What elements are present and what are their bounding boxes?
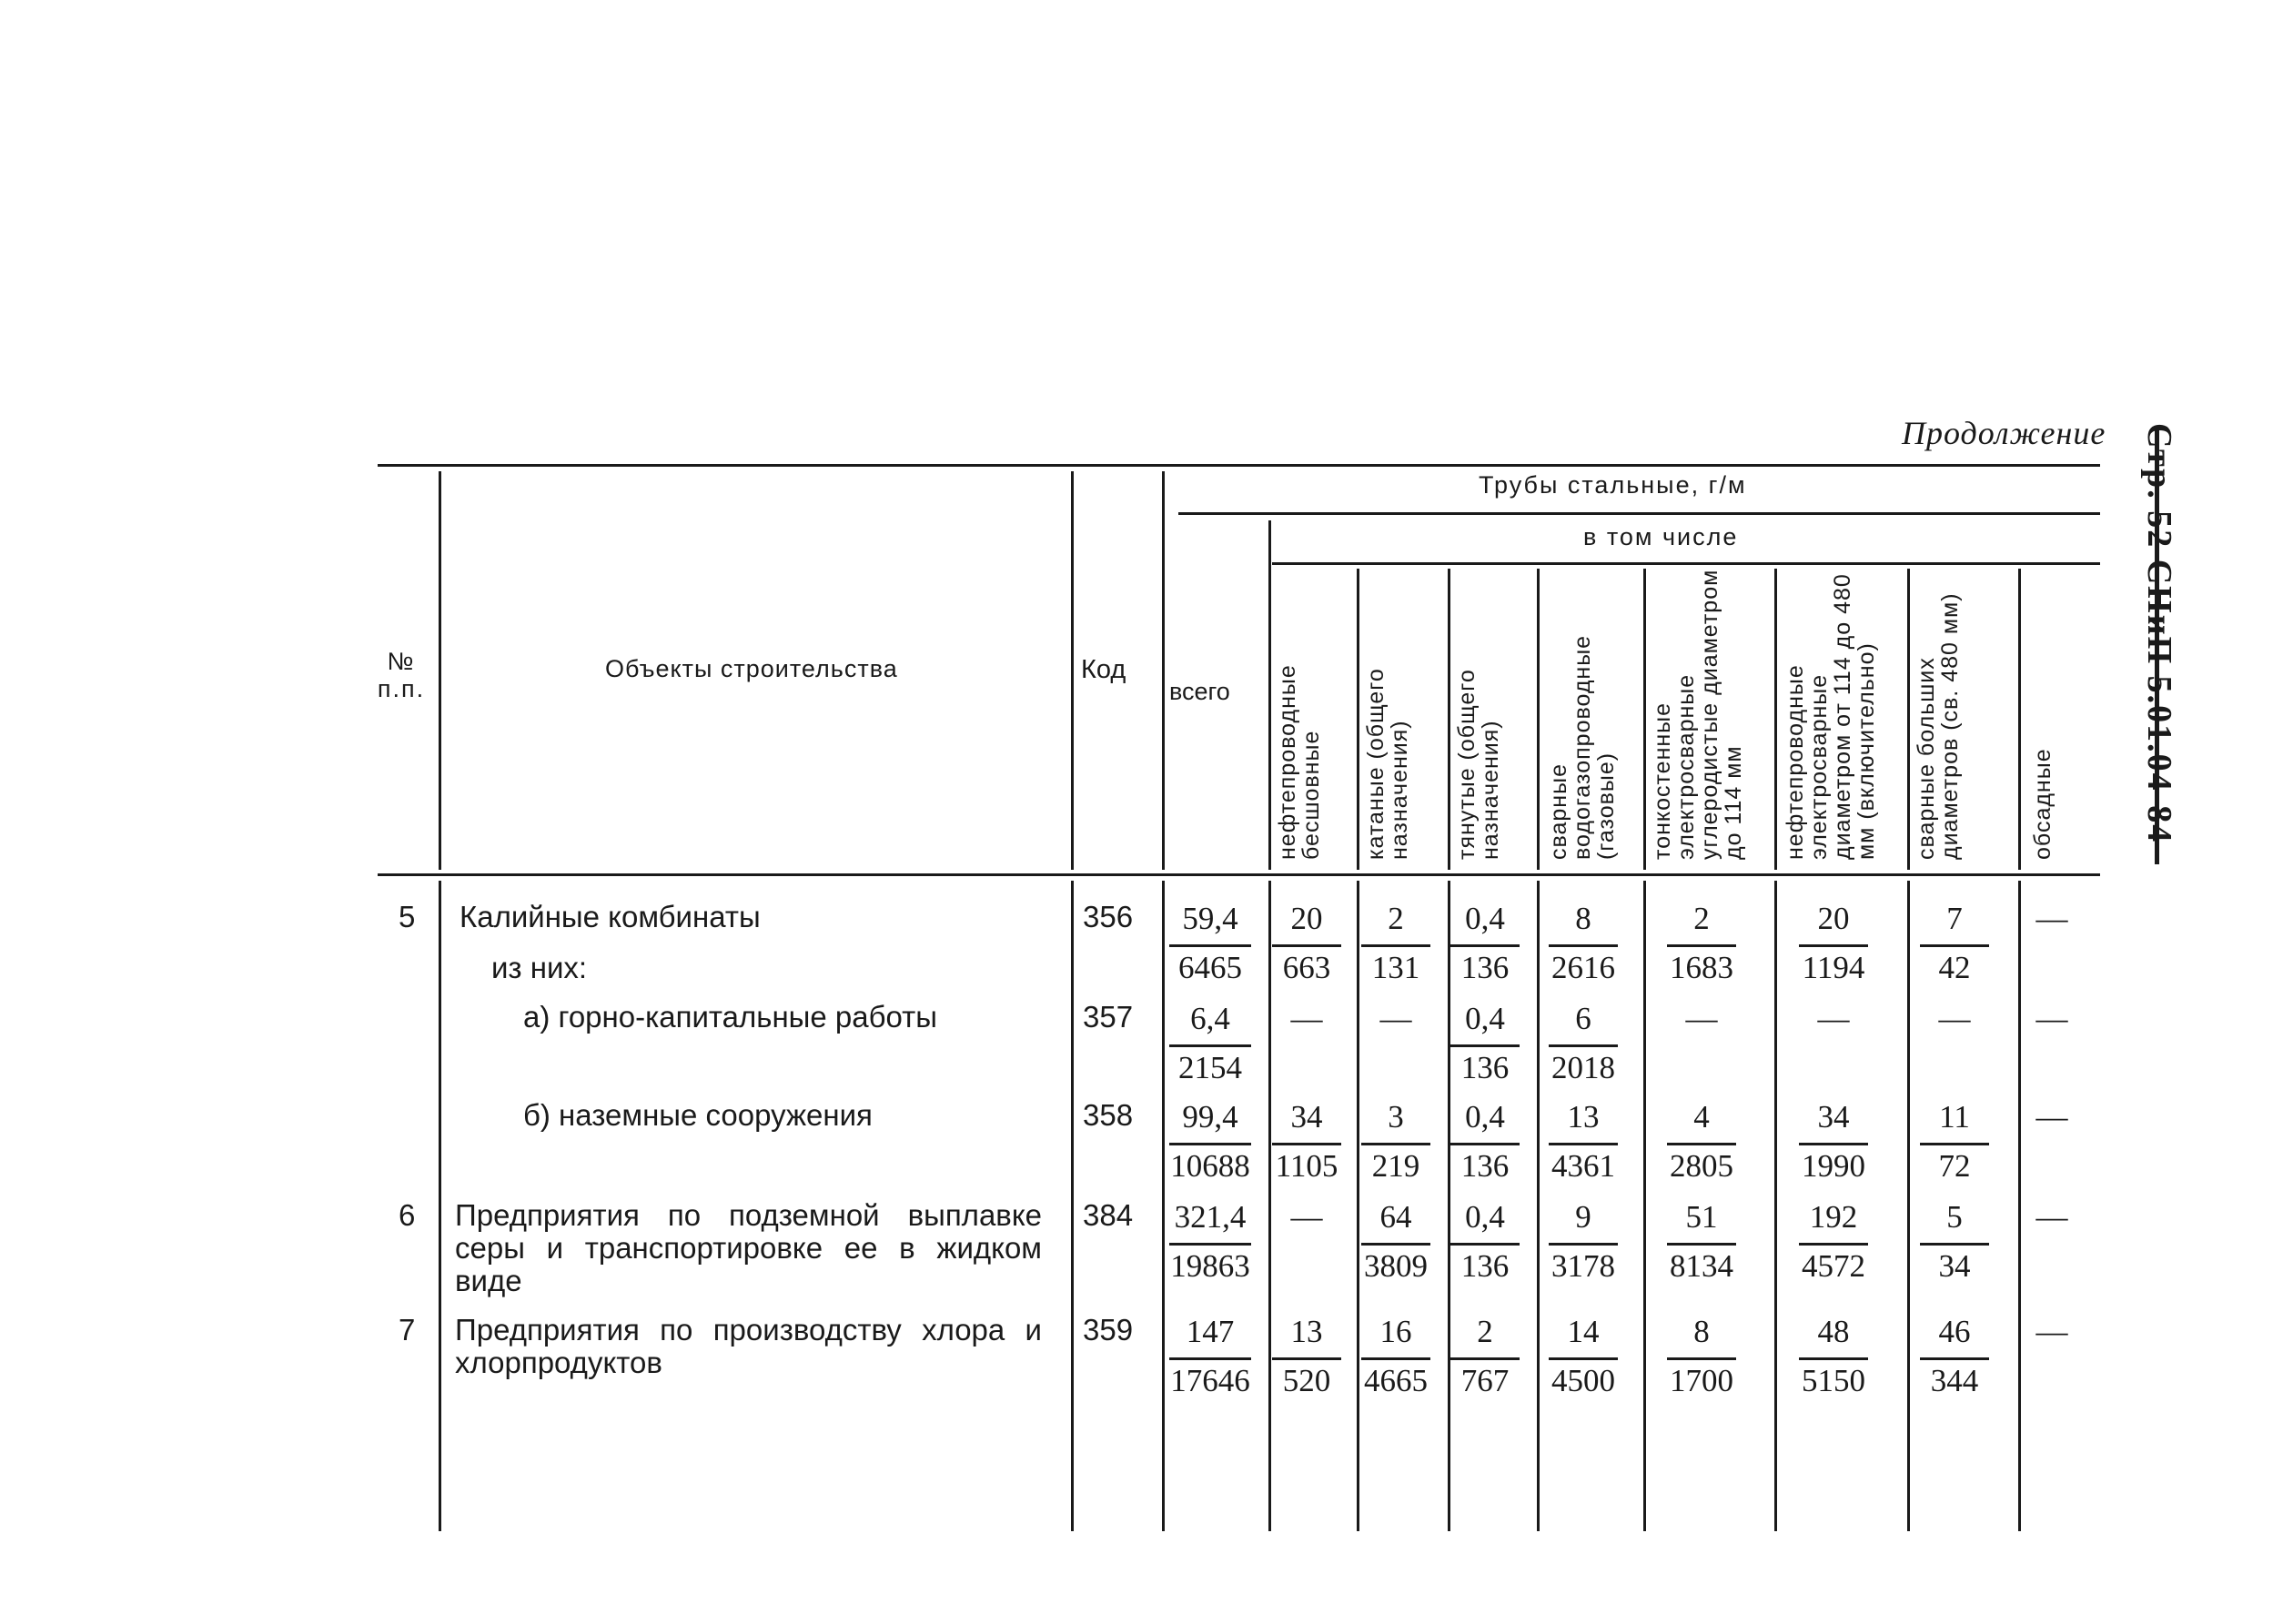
cell-bottom-value: 42 — [1938, 950, 1971, 985]
divider — [2018, 569, 2021, 870]
cell-fraction-rule — [1169, 1143, 1251, 1145]
pipes-rule — [1178, 512, 2100, 515]
cell-fraction-rule — [1450, 1243, 1520, 1246]
cell-top-value: 16 — [1379, 1314, 1412, 1349]
cell-top-value: 0,4 — [1465, 1099, 1505, 1135]
cell-fraction-rule — [1549, 1143, 1618, 1145]
cell-top-value: 0,4 — [1465, 1001, 1505, 1036]
cell-bottom-value: 2805 — [1670, 1148, 1733, 1184]
cell-bottom-value: 1683 — [1670, 950, 1733, 985]
cell-fraction-rule — [1799, 1357, 1868, 1360]
cell-bottom-value: 1105 — [1275, 1148, 1338, 1184]
cell-fraction-rule — [1549, 944, 1618, 947]
divider — [1357, 569, 1359, 870]
cell-fraction-rule — [1361, 944, 1430, 947]
cell-bottom-value: 4361 — [1551, 1148, 1615, 1184]
cell-top-value: 2 — [1388, 901, 1404, 936]
header-objects: Объекты строительства — [605, 655, 898, 682]
row-name: Предприятия по производству хлора и хлорпродуктов — [455, 1313, 1042, 1379]
cell-top-value: 8 — [1575, 901, 1591, 936]
cell-fraction-rule — [1169, 944, 1251, 947]
row-name: а) горно-капитальные работы — [523, 1000, 937, 1034]
cell-fraction-rule — [1361, 1243, 1430, 1246]
row-num: 6 — [399, 1198, 416, 1232]
cell-top-value: 3 — [1388, 1099, 1404, 1135]
cell-fraction-rule — [1920, 944, 1989, 947]
side-rule — [2155, 428, 2159, 864]
cell-fraction-rule — [1920, 1143, 1989, 1145]
cell-top-value: 6 — [1575, 1001, 1591, 1036]
divider — [1774, 569, 1777, 870]
cell-fraction-rule — [1169, 1044, 1251, 1047]
divider — [1907, 569, 1910, 870]
divider — [1162, 881, 1165, 1531]
row-name: б) наземные сооружения — [523, 1098, 873, 1132]
cell-top-value: 2 — [1693, 901, 1710, 936]
cell-top-value: 4 — [1693, 1099, 1710, 1135]
row-code: 357 — [1083, 1000, 1134, 1034]
cell-top-value: 34 — [1817, 1099, 1850, 1135]
cell-top-value: 5 — [1946, 1199, 1963, 1235]
cell-top-value: 48 — [1817, 1314, 1850, 1349]
cell-bottom-value: 131 — [1371, 950, 1420, 985]
cell-top-value: 14 — [1567, 1314, 1600, 1349]
cell-fraction-rule — [1667, 1243, 1736, 1246]
cell-top-value: — — [2035, 901, 2068, 936]
row-code: 359 — [1083, 1313, 1134, 1347]
cell-top-value: 34 — [1290, 1099, 1323, 1135]
cell-top-value: 51 — [1685, 1199, 1718, 1235]
row-code: 356 — [1083, 900, 1134, 933]
cell-fraction-rule — [1667, 1143, 1736, 1145]
divider — [1537, 569, 1540, 870]
cell-fraction-rule — [1799, 1243, 1868, 1246]
row-name: из них: — [491, 951, 588, 984]
cell-top-value: 13 — [1567, 1099, 1600, 1135]
cell-top-value: 147 — [1186, 1314, 1235, 1349]
cell-fraction-rule — [1272, 1357, 1341, 1360]
cell-bottom-value: 4572 — [1802, 1248, 1865, 1284]
cell-fraction-rule — [1272, 1143, 1341, 1145]
cell-top-value: 59,4 — [1182, 901, 1238, 936]
cell-top-value: 7 — [1946, 901, 1963, 936]
cell-bottom-value: 136 — [1460, 1148, 1510, 1184]
cell-bottom-value: 1990 — [1802, 1148, 1865, 1184]
divider — [1268, 520, 1271, 870]
divider — [439, 881, 441, 1531]
cell-top-value: 6,4 — [1190, 1001, 1230, 1036]
cell-top-value: 0,4 — [1465, 901, 1505, 936]
cell-fraction-rule — [1450, 944, 1520, 947]
cell-fraction-rule — [1549, 1357, 1618, 1360]
continuation-label: Продолжение — [1902, 415, 2106, 451]
cell-fraction-rule — [1799, 944, 1868, 947]
cell-top-value: 321,4 — [1174, 1199, 1247, 1235]
divider — [439, 471, 441, 870]
cell-fraction-rule — [1169, 1357, 1251, 1360]
subheader-water-gas: сварные водогазопроводные (газовые) — [1546, 634, 1619, 860]
header-code: Код — [1081, 655, 1126, 684]
cell-bottom-value: 3178 — [1551, 1248, 1615, 1284]
cell-top-value: 20 — [1817, 901, 1850, 936]
header-bottom-rule — [378, 873, 2100, 876]
cell-bottom-value: 4500 — [1551, 1363, 1615, 1398]
cell-top-value: — — [2035, 1001, 2068, 1036]
cell-top-value: 64 — [1379, 1199, 1412, 1235]
cell-bottom-value: 136 — [1460, 1050, 1510, 1085]
subheader-casing: обсадные — [2030, 748, 2056, 860]
cell-bottom-value: 136 — [1460, 950, 1510, 985]
divider — [1774, 881, 1777, 1531]
cell-bottom-value: 34 — [1938, 1248, 1971, 1284]
divider — [1071, 881, 1074, 1531]
cell-bottom-value: 344 — [1930, 1363, 1979, 1398]
row-name: Предприятия по подземной выплавке серы и транспортировке ее в жидком виде — [455, 1198, 1042, 1297]
cell-top-value: — — [2035, 1314, 2068, 1349]
subheader-rolled: катаные (общего назначения) — [1363, 668, 1412, 860]
cell-top-value: 99,4 — [1182, 1099, 1238, 1135]
cell-bottom-value: 8134 — [1670, 1248, 1733, 1284]
cell-top-value: 11 — [1939, 1099, 1970, 1135]
cell-bottom-value: 72 — [1938, 1148, 1971, 1184]
cell-top-value: 8 — [1693, 1314, 1710, 1349]
cell-bottom-value: 1194 — [1802, 950, 1865, 985]
cell-bottom-value: 520 — [1282, 1363, 1331, 1398]
cell-bottom-value: 3809 — [1364, 1248, 1428, 1284]
cell-bottom-value: 10688 — [1170, 1148, 1250, 1184]
cell-top-value: 46 — [1938, 1314, 1971, 1349]
cell-fraction-rule — [1450, 1357, 1520, 1360]
cell-top-value: — — [2035, 1199, 2068, 1235]
cell-top-value: — — [1938, 1001, 1971, 1036]
row-code: 358 — [1083, 1098, 1134, 1132]
cell-top-value: 0,4 — [1465, 1199, 1505, 1235]
cell-bottom-value: 663 — [1282, 950, 1331, 985]
subheader-oil-electric: нефтепроводные электросварные диаметром от 114 до 480 мм (включительно) — [1783, 573, 1879, 860]
cell-bottom-value: 19863 — [1170, 1248, 1250, 1284]
cell-top-value: — — [1290, 1001, 1323, 1036]
cell-bottom-value: 136 — [1460, 1248, 1510, 1284]
subheader-large-diameter: сварные больших диаметров (св. 480 мм) — [1914, 592, 1963, 860]
cell-top-value: — — [1685, 1001, 1718, 1036]
cell-top-value: — — [2035, 1099, 2068, 1135]
row-name: Калийные комбинаты — [460, 900, 761, 933]
cell-fraction-rule — [1169, 1243, 1251, 1246]
cell-bottom-value: 17646 — [1170, 1363, 1250, 1398]
cell-fraction-rule — [1667, 1357, 1736, 1360]
side-title: Стр. 52 СНиП 5.01.04-84 — [2140, 423, 2178, 844]
header-num: № п.п. — [377, 648, 426, 702]
cell-fraction-rule — [1361, 1143, 1430, 1145]
cell-top-value: — — [1817, 1001, 1850, 1036]
header-incl: в том числе — [1583, 523, 1739, 550]
cell-bottom-value: 4665 — [1364, 1363, 1428, 1398]
cell-fraction-rule — [1361, 1357, 1430, 1360]
cell-fraction-rule — [1450, 1044, 1520, 1047]
row-code: 384 — [1083, 1198, 1134, 1232]
cell-top-value: — — [1290, 1199, 1323, 1235]
cell-bottom-value: 2154 — [1178, 1050, 1242, 1085]
cell-bottom-value: 1700 — [1670, 1363, 1733, 1398]
header-pipes: Трубы стальные, г/м — [1479, 471, 1747, 499]
cell-fraction-rule — [1667, 944, 1736, 947]
incl-rule — [1272, 562, 2100, 565]
cell-fraction-rule — [1549, 1243, 1618, 1246]
cell-fraction-rule — [1920, 1357, 1989, 1360]
header-total: всего — [1169, 678, 1230, 705]
divider — [1643, 569, 1646, 870]
subheader-thin-wall: тонкостенные электросварные углеродистые диаметром до 114 мм — [1650, 569, 1746, 860]
cell-fraction-rule — [1799, 1143, 1868, 1145]
table-top-rule — [378, 464, 2100, 467]
cell-top-value: 2 — [1477, 1314, 1493, 1349]
cell-top-value: 192 — [1809, 1199, 1858, 1235]
cell-bottom-value: 2018 — [1551, 1050, 1615, 1085]
cell-fraction-rule — [1450, 1143, 1520, 1145]
cell-bottom-value: 219 — [1371, 1148, 1420, 1184]
divider — [1071, 471, 1074, 870]
cell-top-value: — — [1379, 1001, 1412, 1036]
row-num: 5 — [399, 900, 416, 933]
row-num: 7 — [399, 1313, 416, 1347]
cell-top-value: 20 — [1290, 901, 1323, 936]
subheader-seamless: нефтепроводные бесшовные — [1275, 664, 1324, 860]
subheader-drawn: тянутые (общего назначения) — [1454, 669, 1503, 860]
cell-bottom-value: 2616 — [1551, 950, 1615, 985]
cell-bottom-value: 767 — [1460, 1363, 1510, 1398]
cell-top-value: 9 — [1575, 1199, 1591, 1235]
cell-bottom-value: 6465 — [1178, 950, 1242, 985]
cell-fraction-rule — [1272, 944, 1341, 947]
cell-fraction-rule — [1920, 1243, 1989, 1246]
divider — [1643, 881, 1646, 1531]
cell-fraction-rule — [1549, 1044, 1618, 1047]
cell-bottom-value: 5150 — [1802, 1363, 1865, 1398]
divider — [1448, 569, 1450, 870]
divider — [1162, 471, 1165, 870]
cell-top-value: 13 — [1290, 1314, 1323, 1349]
